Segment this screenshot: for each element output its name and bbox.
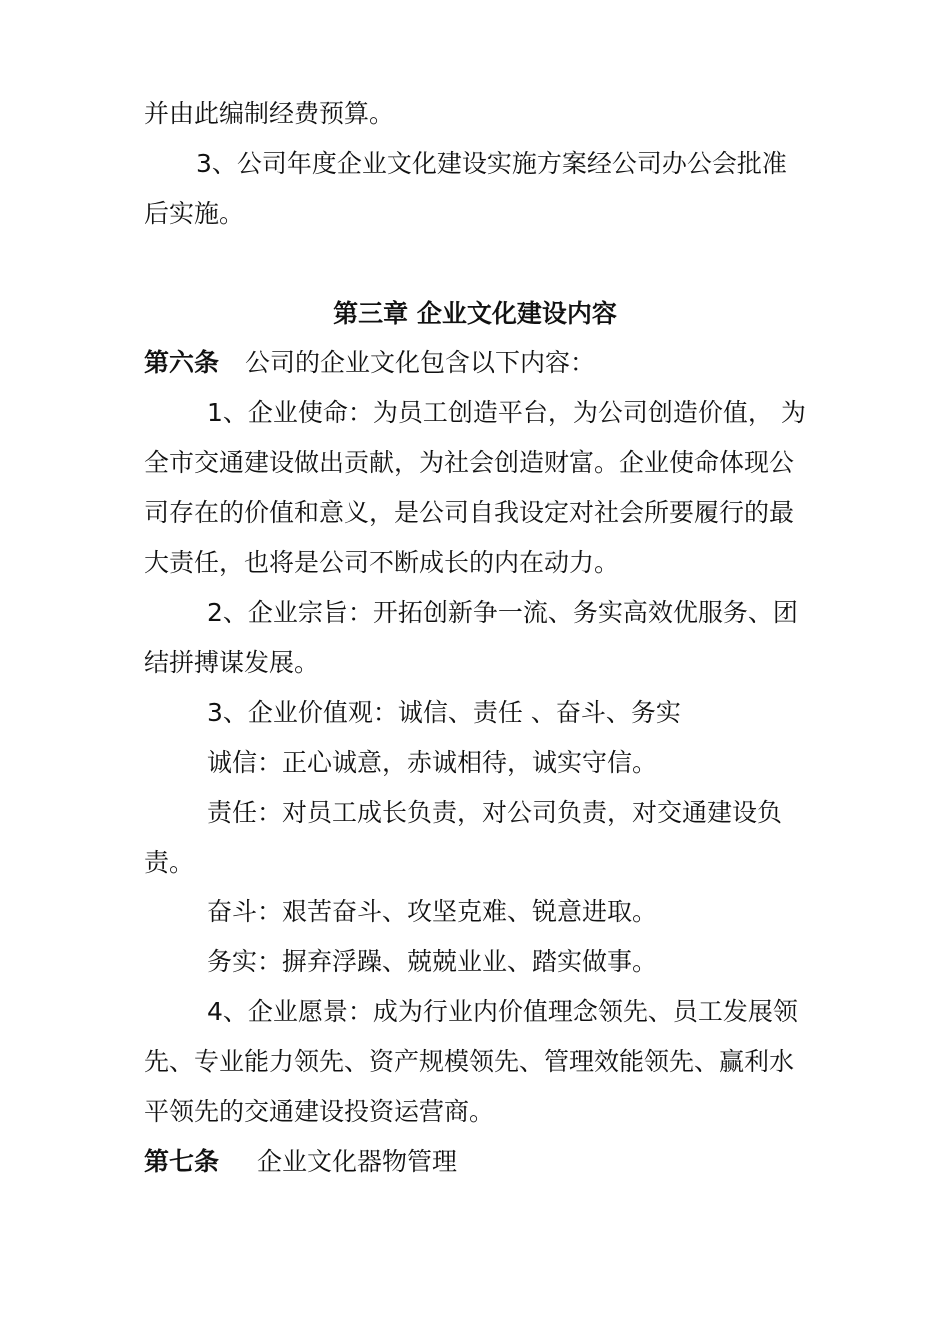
paragraph-line: 责。 xyxy=(144,848,195,877)
paragraph-line: 2、企业宗旨：开拓创新争一流、务实高效优服务、团 xyxy=(207,598,798,627)
article-label: 第七条 xyxy=(144,1147,220,1176)
paragraph-line: 平领先的交通建设投资运营商。 xyxy=(144,1097,495,1126)
paragraph-line: 3、公司年度企业文化建设实施方案经公司办公会批准 xyxy=(196,149,787,178)
paragraph-line: 3、企业价值观：诚信、责任 、奋斗、务实 xyxy=(207,698,681,727)
paragraph-line: 1、企业使命：为员工创造平台，为公司创造价值， 为 xyxy=(207,398,806,427)
paragraph-line: 务实：摒弃浮躁、兢兢业业、踏实做事。 xyxy=(207,947,658,976)
paragraph-line: 责任：对员工成长负责，对公司负责，对交通建设负 xyxy=(207,798,783,827)
paragraph-line: 结拼搏谋发展。 xyxy=(144,648,320,677)
paragraph-line: 奋斗：艰苦奋斗、攻坚克难、锐意进取。 xyxy=(207,897,658,926)
paragraph-line: 4、企业愿景：成为行业内价值理念领先、员工发展领 xyxy=(207,997,798,1026)
paragraph-line: 并由此编制经费预算。 xyxy=(144,99,395,128)
article-heading xyxy=(0,346,950,380)
paragraph-line: 全市交通建设做出贡献，为社会创造财富。企业使命体现公 xyxy=(144,448,795,477)
chapter-title: 第三章 企业文化建设内容 xyxy=(333,299,617,328)
article-heading xyxy=(0,1145,950,1179)
article-text: 公司的企业文化包含以下内容： xyxy=(245,348,596,377)
paragraph-line: 司存在的价值和意义，是公司自我设定对社会所要履行的最 xyxy=(144,498,795,527)
article-label: 第六条 xyxy=(144,348,220,377)
paragraph-line: 先、专业能力领先、资产规模领先、管理效能领先、赢利水 xyxy=(144,1047,795,1076)
article-text: 企业文化器物管理 xyxy=(257,1147,458,1176)
paragraph-line: 诚信：正心诚意，赤诚相待，诚实守信。 xyxy=(207,748,658,777)
paragraph-line: 大责任，也将是公司不断成长的内在动力。 xyxy=(144,548,620,577)
paragraph-line: 后实施。 xyxy=(144,199,245,228)
